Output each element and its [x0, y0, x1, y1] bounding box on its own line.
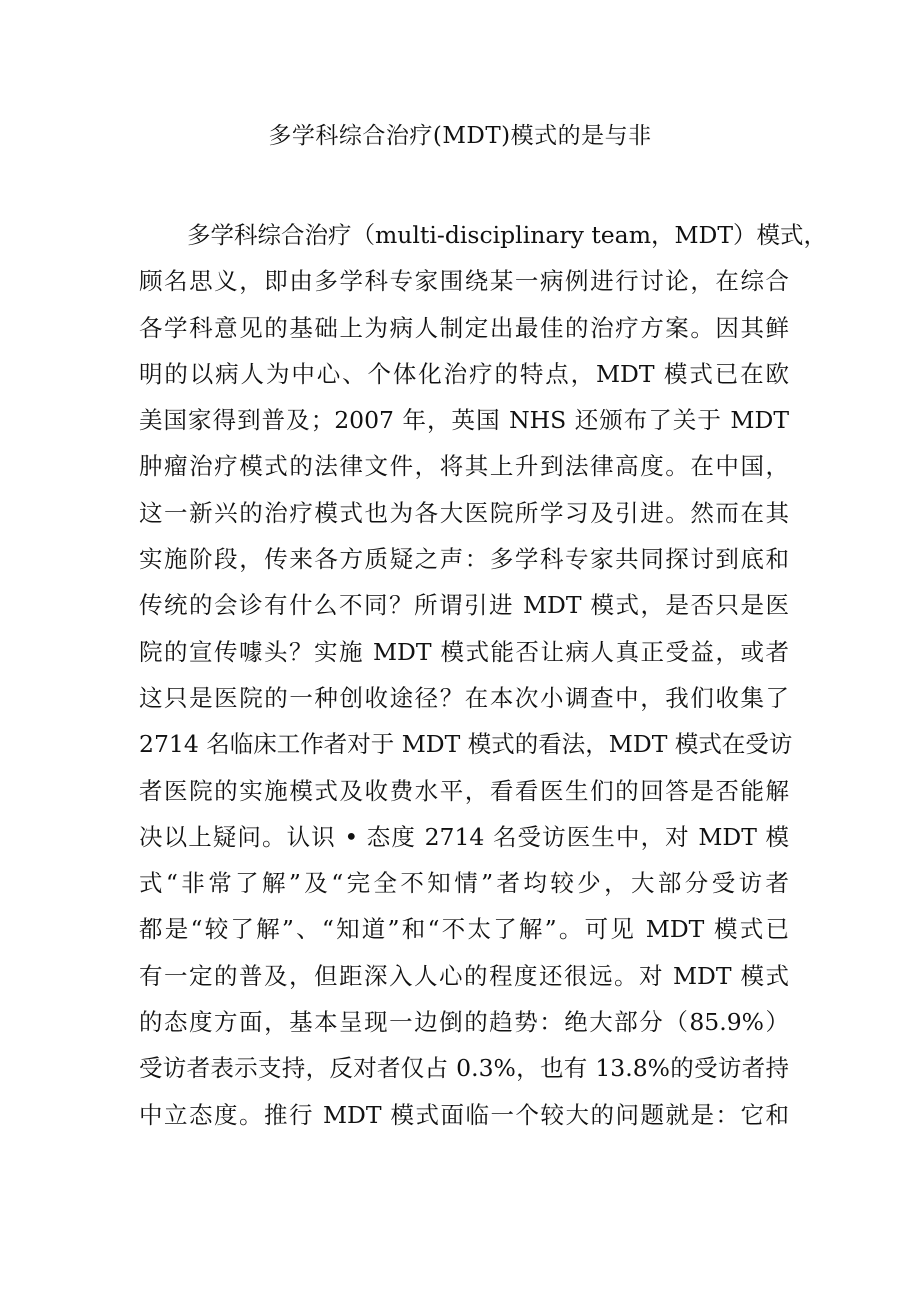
paragraph-line: 多学科综合治疗（multi-disciplinary team，MDT）模式，	[187, 221, 828, 249]
paragraph-line: 明的以病人为中心、个体化治疗的特点，MDT 模式已在欧	[139, 359, 789, 388]
paragraph-line: 式“非常了解”及“完全不知情”者均较少，大部分受访者	[139, 869, 789, 898]
paragraph-line: 受访者表示支持，反对者仅占 0.3%，也有 13.8%的受访者持	[139, 1054, 789, 1083]
paragraph-line: 者医院的实施模式及收费水平，看看医生们的回答是否能解	[139, 776, 789, 805]
paragraph-line: 实施阶段，传来各方质疑之声：多学科专家共同探讨到底和	[139, 545, 789, 574]
body-paragraph	[139, 212, 828, 1138]
paragraph-line: 中立态度。推行 MDT 模式面临一个较大的问题就是：它和	[139, 1100, 789, 1129]
paragraph-line: 2714 名临床工作者对于 MDT 模式的看法，MDT 模式在受访	[139, 730, 793, 759]
paragraph-line: 这只是医院的一种创收途径？在本次小调查中，我们收集了	[139, 683, 789, 712]
paragraph-line: 这一新兴的治疗模式也为各大医院所学习及引进。然而在其	[139, 498, 789, 527]
paragraph-line: 有一定的普及，但距深入人心的程度还很远。对 MDT 模式	[139, 961, 789, 990]
paragraph-line: 各学科意见的基础上为病人制定出最佳的治疗方案。因其鲜	[139, 313, 789, 342]
paragraph-line: 顾名思义，即由多学科专家围绕某一病例进行讨论，在综合	[139, 267, 789, 296]
paragraph-line: 院的宣传噱头？实施 MDT 模式能否让病人真正受益，或者	[139, 637, 789, 666]
paragraph-line: 传统的会诊有什么不同？所谓引进 MDT 模式，是否只是医	[139, 591, 789, 620]
paragraph-line: 都是“较了解”、“知道”和“不太了解”。可见 MDT 模式已	[139, 915, 789, 944]
paragraph-line: 美国家得到普及；2007 年，英国 NHS 还颁布了关于 MDT	[139, 406, 789, 435]
paragraph-line: 决以上疑问。认识 • 态度 2714 名受访医生中，对 MDT 模	[139, 822, 789, 851]
document-title: 多学科综合治疗(MDT)模式的是与非	[268, 123, 652, 149]
paragraph-line: 的态度方面，基本呈现一边倒的趋势：绝大部分（85.9%）	[139, 1008, 789, 1037]
paragraph-line: 肿瘤治疗模式的法律文件，将其上升到法律高度。在中国，	[139, 452, 789, 481]
